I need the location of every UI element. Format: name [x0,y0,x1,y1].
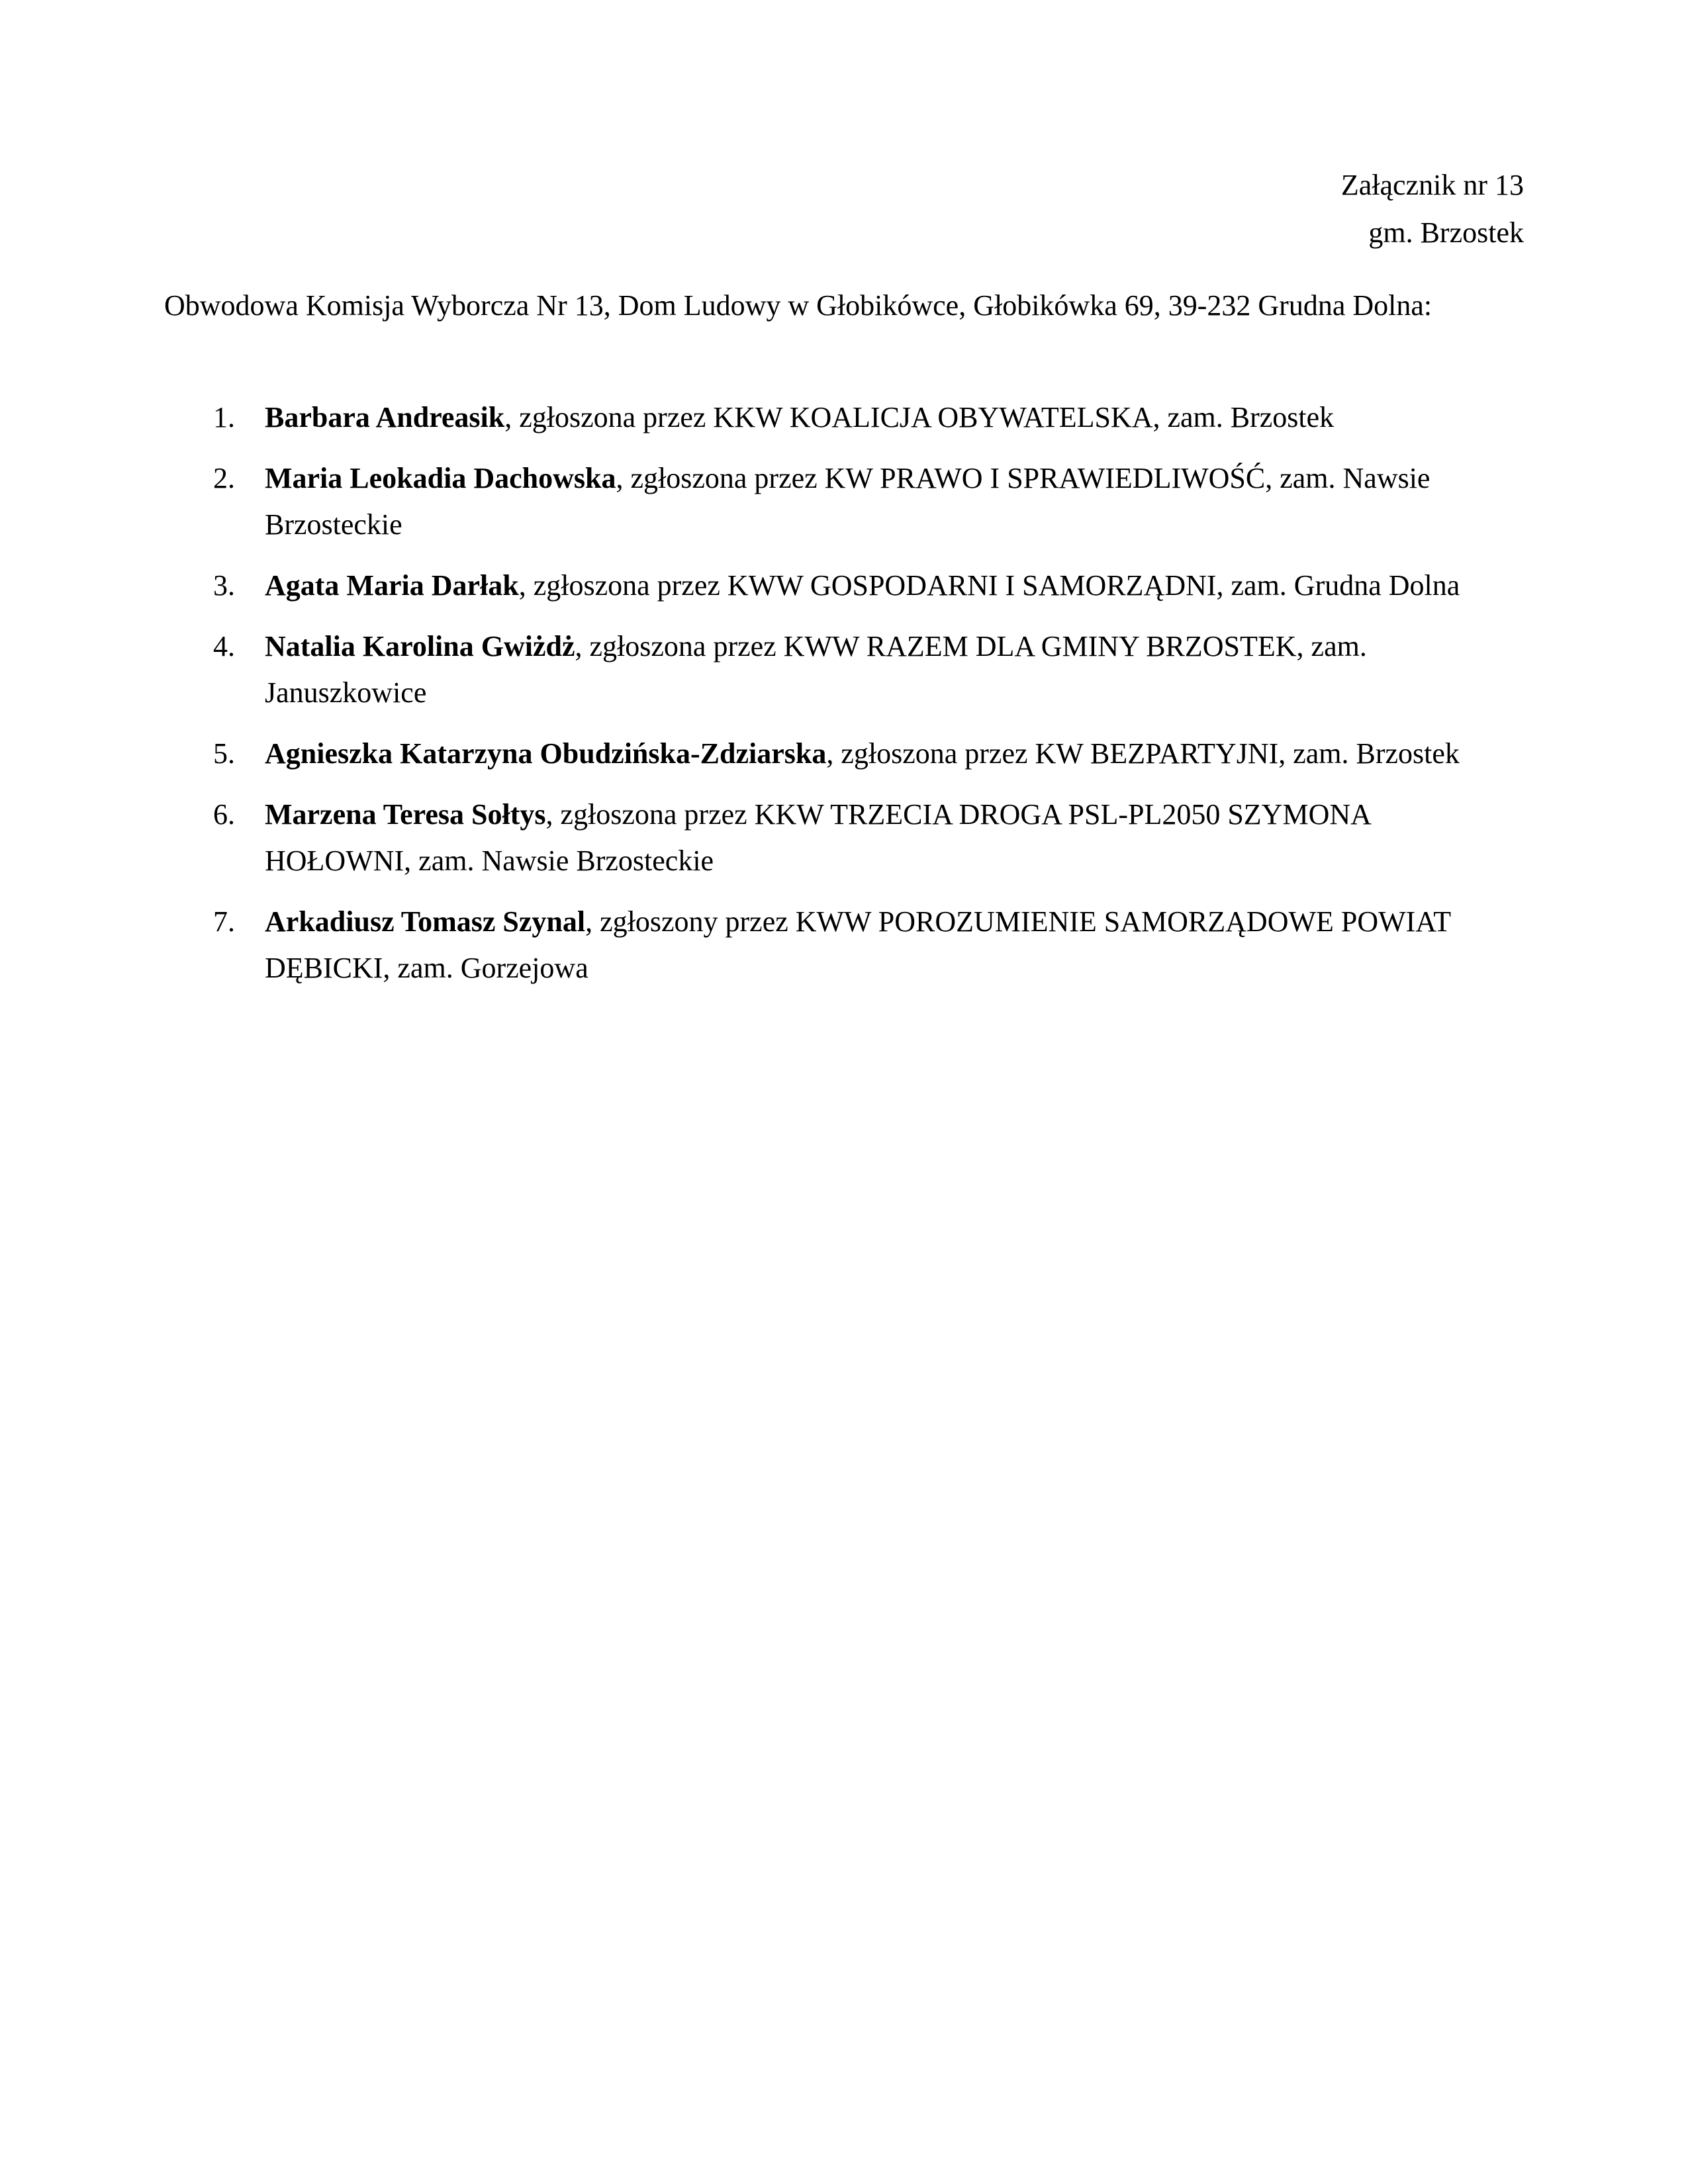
municipality-name: gm. Brzostek [1368,216,1524,249]
member-number: 1. [213,401,235,433]
member-number: 2. [213,462,235,494]
member-name: Barbara Andreasik [265,401,505,433]
member-item [213,899,1496,991]
annex-number: Załącznik nr 13 [1340,169,1524,201]
member-item [213,792,1496,884]
member-item [213,623,1496,716]
member-item [213,455,1496,548]
commission-intro: Obwodowa Komisja Wyborcza Nr 13, Dom Ludowy w Głobikówce, Głobikówka 69, 39-232 Grudna Dolna: [164,289,1432,322]
member-item [213,394,1496,441]
member-name: Marzena Teresa Sołtys [265,798,546,831]
annex-header [1341,161,1524,257]
members-list [213,394,1496,1006]
member-details: , zgłoszona przez KKW TRZECIA DROGA PSL-PL2050 SZYMONA HOŁOWNI, zam. Nawsie Brzosteckie [265,798,1370,877]
member-number: 4. [213,630,235,662]
member-item [213,563,1496,609]
member-details: , zgłoszony przez KWW POROZUMIENIE SAMORZĄDOWE POWIAT DĘBICKI, zam. Gorzejowa [265,905,1451,984]
member-details: , zgłoszona przez KW PRAWO I SPRAWIEDLIWOŚĆ, zam. Nawsie Brzosteckie [265,462,1430,541]
member-details: , zgłoszona przez KWW GOSPODARNI I SAMORZĄDNI, zam. Grudna Dolna [518,569,1460,602]
member-number: 3. [213,569,235,602]
member-details: , zgłoszona przez KWW RAZEM DLA GMINY BRZOSTEK, zam. Januszkowice [265,630,1367,709]
member-name: Agnieszka Katarzyna Obudzińska-Zdziarska [265,737,827,770]
member-name: Agata Maria Darłak [265,569,519,602]
member-number: 6. [213,798,235,831]
member-details: , zgłoszona przez KW BEZPARTYJNI, zam. Brzostek [826,737,1460,770]
member-number: 7. [213,905,235,938]
member-name: Natalia Karolina Gwiżdż [265,630,575,662]
member-name: Maria Leokadia Dachowska [265,462,616,494]
member-details: , zgłoszona przez KKW KOALICJA OBYWATELSKA, zam. Brzostek [504,401,1335,433]
member-name: Arkadiusz Tomasz Szynal [265,905,586,938]
member-number: 5. [213,737,235,770]
member-item [213,731,1496,777]
